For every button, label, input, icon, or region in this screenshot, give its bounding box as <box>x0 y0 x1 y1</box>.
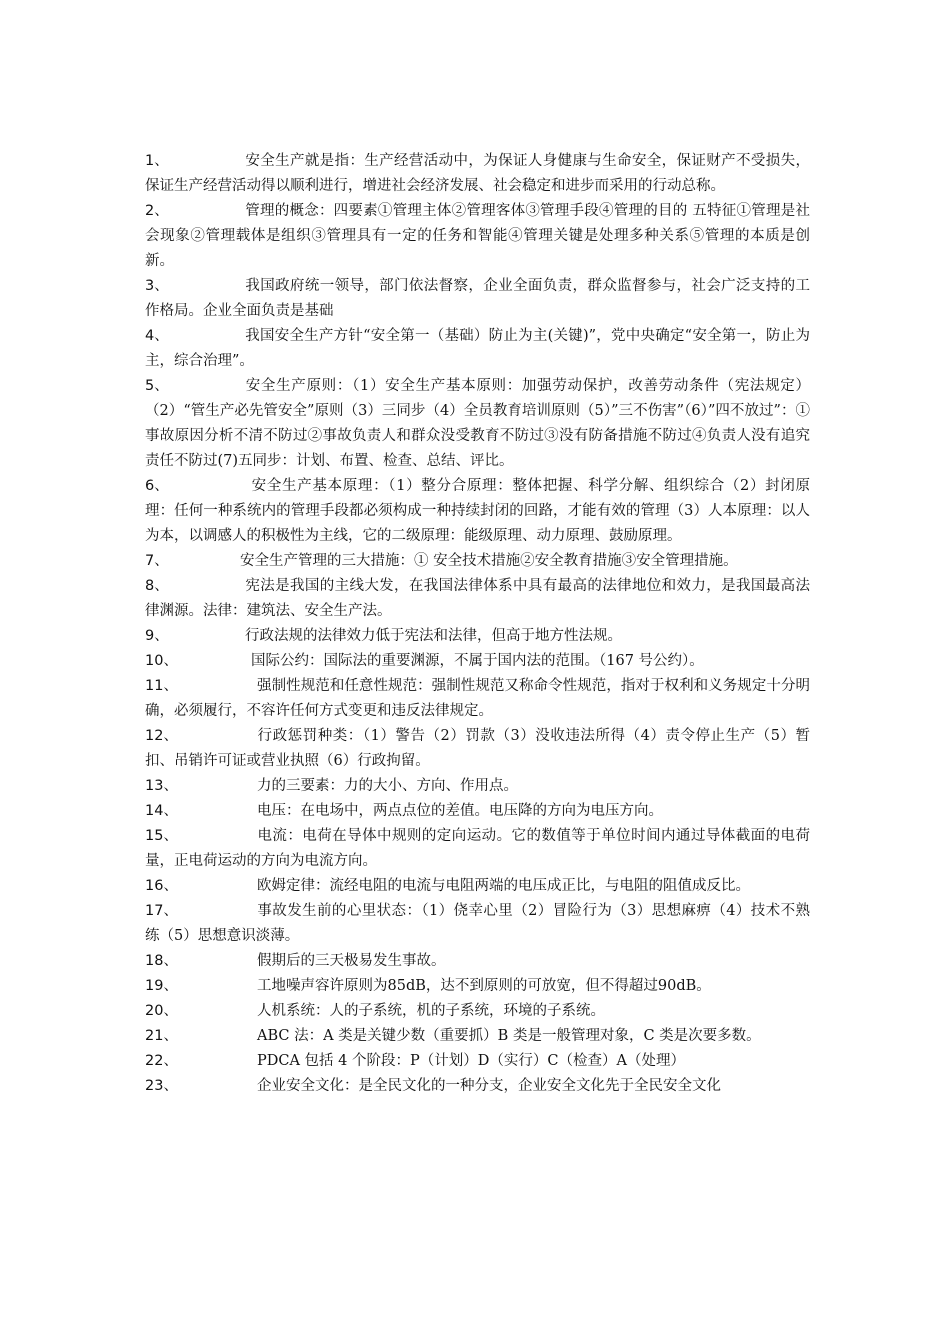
list-item <box>145 649 810 674</box>
item-number: 12、 <box>145 728 178 744</box>
item-text: 工地噪声容许原则为85dB，达不到原则的可放宽，但不得超过90dB。 <box>257 978 711 994</box>
item-number: 20、 <box>145 1003 178 1019</box>
list-item <box>145 1049 810 1074</box>
item-number: 2、 <box>145 203 169 219</box>
list-item <box>145 149 810 199</box>
item-number: 4、 <box>145 328 169 344</box>
item-text: ABC 法：A 类是关键少数（重要抓）B 类是一般管理对象，C 类是次要多数。 <box>257 1028 761 1044</box>
item-text: 国际公约：国际法的重要渊源，不属于国内法的范围。（167 号公约）。 <box>251 653 704 669</box>
item-text: 企业安全文化：是全民文化的一种分支，企业安全文化先于全民安全文化 <box>257 1078 721 1094</box>
item-number: 10、 <box>145 653 178 669</box>
list-item <box>145 949 810 974</box>
list-item <box>145 974 810 999</box>
item-text: 我国安全生产方针“安全第一（基础）防止为主(关键)”，党中央确定“安全第一，防止为主，综合治理”。 <box>145 328 810 369</box>
list-item <box>145 774 810 799</box>
document-body <box>145 149 839 1099</box>
item-text: 强制性规范和任意性规范：强制性规范又称命令性规范，指对于权利和义务规定十分明确，必须履行，不容许任何方式变更和违反法律规定。 <box>145 678 810 719</box>
list-item <box>145 674 810 724</box>
list-item <box>145 899 839 949</box>
list-item <box>145 474 810 549</box>
item-number: 6、 <box>145 478 169 494</box>
list-item <box>145 624 810 649</box>
list-item <box>145 1024 810 1049</box>
list-item <box>145 724 810 774</box>
item-number: 22、 <box>145 1053 178 1069</box>
item-number: 17、 <box>145 903 178 919</box>
item-text: 安全生产原则：（1）安全生产基本原则：加强劳动保护，改善劳动条件（宪法规定）（2）“管生产必先管安全”原则（3）三同步（4）全员教育培训原则（5）”三不伤害”（6）”四不放过”：①事故原因分析不清不防过②事故负责人和群众没受教育不防过③没有防备措施不防过④负责人没有追究责任不防过(7)五同步：计划、布置、检查、总结、评比。 <box>145 378 810 469</box>
item-text: 管理的概念：四要素①管理主体②管理客体③管理手段④管理的目的 五特征①管理是社会现象②管理载体是组织③管理具有一定的任务和智能④管理关键是处理多种关系⑤管理的本质是创新。 <box>145 203 810 269</box>
item-text: 宪法是我国的主线大发，在我国法律体系中具有最高的法律地位和效力，是我国最高法律渊源。法律：建筑法、安全生产法。 <box>145 578 810 619</box>
list-item <box>145 1074 810 1099</box>
item-text: 安全生产基本原理：（1）整分合原理：整体把握、科学分解、组织综合（2）封闭原理：任何一种系统内的管理手段都必须构成一种持续封闭的回路，才能有效的管理（3）人本原理：以人为本，以调感人的积极性为主线，它的二级原理：能级原理、动力原理、鼓励原理。 <box>145 478 810 544</box>
item-text: 我国政府统一领导，部门依法督察，企业全面负责，群众监督参与，社会广泛支持的工作格局。企业全面负责是基础 <box>145 278 810 319</box>
item-number: 16、 <box>145 878 178 894</box>
list-item <box>145 199 810 274</box>
item-text: 安全生产就是指：生产经营活动中，为保证人身健康与生命安全，保证财产不受损失，保证生产经营活动得以顺利进行，增进社会经济发展、社会稳定和进步而采用的行动总称。 <box>145 153 810 194</box>
item-number: 11、 <box>145 678 178 694</box>
item-number: 3、 <box>145 278 169 294</box>
item-number: 8、 <box>145 578 169 594</box>
item-number: 23、 <box>145 1078 178 1094</box>
item-text: 行政法规的法律效力低于宪法和法律，但高于地方性法规。 <box>245 628 622 644</box>
item-number: 14、 <box>145 803 178 819</box>
item-text: 欧姆定律：流经电阻的电流与电阻两端的电压成正比，与电阻的阻值成反比。 <box>257 878 750 894</box>
list-item <box>145 574 810 624</box>
item-number: 7、 <box>145 553 169 569</box>
item-text: 行政惩罚种类：（1）警告（2）罚款（3）没收违法所得（4）责令停止生产（5）暂扣、吊销许可证或营业执照（6）行政拘留。 <box>145 728 810 769</box>
item-number: 13、 <box>145 778 178 794</box>
item-number: 9、 <box>145 628 169 644</box>
item-text: 电压：在电场中，两点点位的差值。电压降的方向为电压方向。 <box>257 803 663 819</box>
list-item <box>145 324 810 374</box>
item-text: 假期后的三天极易发生事故。 <box>257 953 446 969</box>
item-text: 事故发生前的心里状态：（1）侥幸心里（2）冒险行为（3）思想麻痹（4）技术不熟 练（5）思想意识淡薄。 <box>145 903 839 944</box>
list-item <box>145 799 810 824</box>
item-text: 电流：电荷在导体中规则的定向运动。它的数值等于单位时间内通过导体截面的电荷量，正电荷运动的方向为电流方向。 <box>145 828 810 869</box>
item-text: 力的三要素：力的大小、方向、作用点。 <box>257 778 518 794</box>
item-number: 21、 <box>145 1028 178 1044</box>
list-item <box>145 549 810 574</box>
item-text: PDCA 包括 4 个阶段：P（计划）D（实行）C（检查）A（处理） <box>257 1053 685 1069</box>
item-number: 1、 <box>145 153 169 169</box>
item-number: 18、 <box>145 953 178 969</box>
item-number: 19、 <box>145 978 178 994</box>
list-item <box>145 999 810 1024</box>
list-item <box>145 874 810 899</box>
item-number: 15、 <box>145 828 178 844</box>
list-item <box>145 374 810 474</box>
list-item <box>145 824 810 874</box>
item-number: 5、 <box>145 378 169 394</box>
item-text: 安全生产管理的三大措施：① 安全技术措施②安全教育措施③安全管理措施。 <box>240 553 738 569</box>
item-text: 人机系统：人的子系统，机的子系统，环境的子系统。 <box>257 1003 605 1019</box>
list-item <box>145 274 810 324</box>
